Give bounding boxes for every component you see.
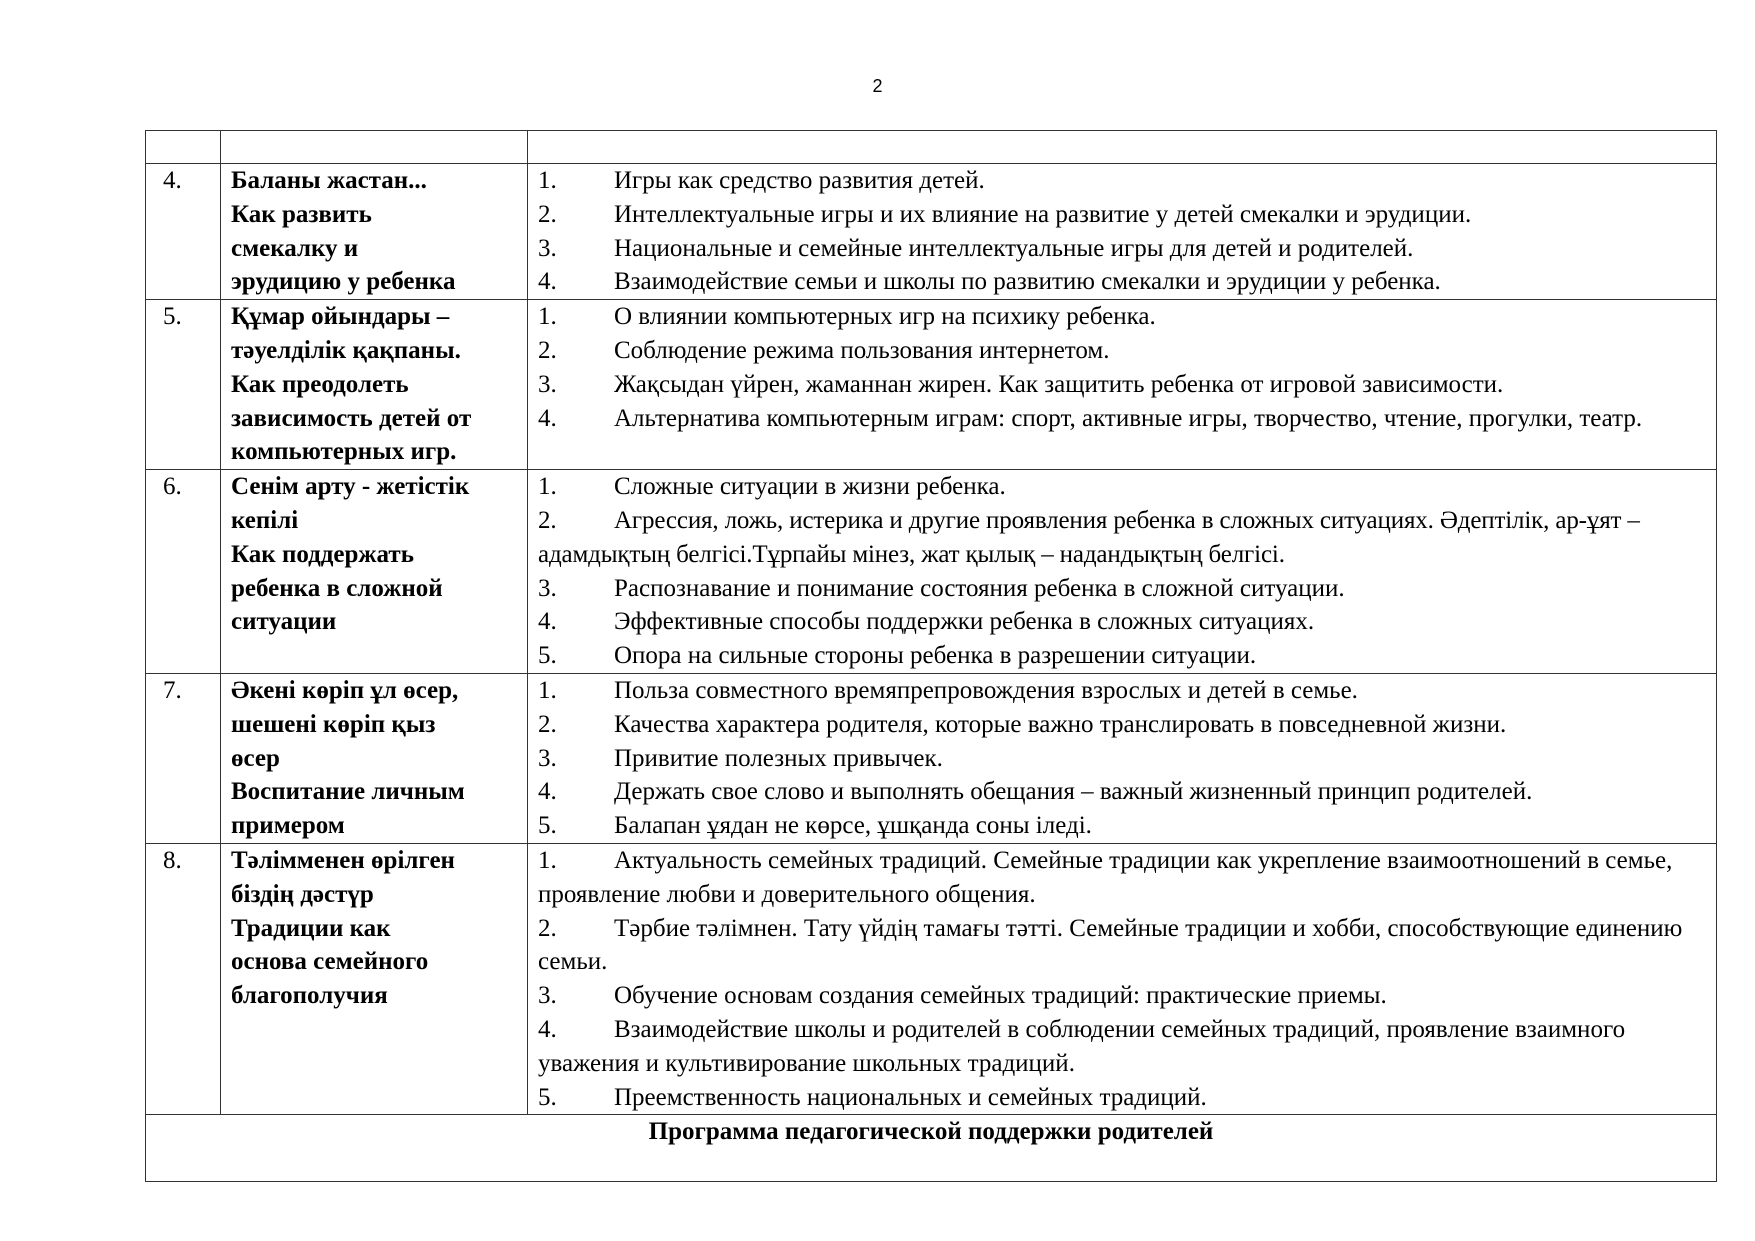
list-item — [538, 572, 1708, 606]
item-text: Привитие полезных привычек. — [614, 744, 943, 772]
list-item — [538, 912, 1708, 980]
table-header-row — [146, 131, 1717, 164]
title-line: ситуации — [231, 608, 337, 636]
list-item — [538, 979, 1708, 1013]
item-number: 3. — [538, 370, 557, 398]
item-number: 5. — [538, 812, 557, 840]
table-row — [146, 470, 1717, 674]
item-number: 3. — [538, 744, 557, 772]
title-line: шешені көріп қыз — [231, 710, 436, 738]
item-number: 1. — [538, 303, 557, 331]
list-item — [538, 334, 1708, 368]
item-text: Агрессия, ложь, истерика и другие проявления ребенка в сложных ситуациях. Әдептілік, ар-ұят – адамдықтың белгісі.Тұрпайы мінез, жат қылық – надандықтың белгісі. — [538, 506, 1640, 568]
title-line: Әкені көріп ұл өсер, — [231, 676, 459, 704]
title-line: Баланы жастан... — [231, 167, 427, 194]
row-title — [221, 300, 528, 470]
row-number: 4. — [146, 164, 221, 300]
row-number: 7. — [146, 673, 221, 843]
row-items — [528, 300, 1717, 470]
item-text: Соблюдение режима пользования интернетом. — [614, 336, 1110, 364]
title-line: Как преодолеть — [231, 370, 409, 398]
item-text: Распознавание и понимание состояния ребенка в сложной ситуации. — [614, 574, 1345, 602]
title-line: кепілі — [231, 506, 299, 534]
row-title — [221, 470, 528, 674]
item-number: 2. — [538, 200, 557, 228]
item-number: 5. — [538, 642, 557, 670]
item-text: О влиянии компьютерных игр на психику ребенка. — [614, 303, 1156, 331]
title-line: біздің дәстүр — [231, 880, 374, 908]
item-text: Преемственность национальных и семейных традиций. — [614, 1083, 1207, 1111]
item-number: 3. — [538, 982, 557, 1010]
item-number: 4. — [538, 268, 557, 296]
item-text: Альтернатива компьютерным играм: спорт, активные игры, творчество, чтение, прогулки, театр. — [614, 404, 1643, 432]
row-items — [528, 673, 1717, 843]
item-number: 4. — [538, 1015, 557, 1043]
item-number: 4. — [538, 404, 557, 432]
list-item — [538, 674, 1708, 708]
list-item — [538, 1081, 1708, 1115]
header-cell-title — [221, 131, 528, 164]
row-number: 5. — [146, 300, 221, 470]
list-item — [538, 198, 1708, 232]
list-item — [538, 402, 1708, 436]
item-text: Игры как средство развития детей. — [614, 167, 985, 194]
row-title — [221, 843, 528, 1114]
title-line: Как поддержать — [231, 540, 414, 568]
topics-table — [145, 130, 1717, 1182]
list-item — [538, 368, 1708, 402]
row-number: 8. — [146, 843, 221, 1114]
item-text: Держать свое слово и выполнять обещания – важный жизненный принцип родителей. — [614, 778, 1533, 806]
list-item — [538, 300, 1708, 334]
item-text: Взаимодействие школы и родителей в соблюдении семейных традиций, проявление взаимного уважения и культивирование школьных традиций. — [538, 1015, 1626, 1077]
list-item — [538, 265, 1708, 299]
list-item — [538, 504, 1708, 572]
title-line: примером — [231, 812, 345, 840]
list-item — [538, 232, 1708, 266]
list-item — [538, 470, 1708, 504]
item-text: Качества характера родителя, которые важно транслировать в повседневной жизни. — [614, 710, 1507, 738]
title-line: зависимость детей от — [231, 404, 472, 432]
item-number: 4. — [538, 778, 557, 806]
title-line: ребенка в сложной — [231, 574, 443, 602]
item-text: Взаимодействие семьи и школы по развитию смекалки и эрудиции у ребенка. — [614, 268, 1441, 296]
title-line: Традиции как — [231, 914, 391, 942]
item-number: 1. — [538, 846, 557, 874]
item-number: 2. — [538, 710, 557, 738]
table-row — [146, 164, 1717, 300]
title-line: эрудицию у ребенка — [231, 268, 456, 296]
item-text: Жақсыдан үйрен, жаманнан жирен. Как защитить ребенка от игровой зависимости. — [614, 370, 1504, 398]
title-line: Тәлімменен өрілген — [231, 846, 455, 874]
table-row — [146, 843, 1717, 1114]
list-item — [538, 164, 1708, 198]
header-cell-num — [146, 131, 221, 164]
item-number: 5. — [538, 1083, 557, 1111]
item-number: 1. — [538, 473, 557, 501]
title-line: благополучия — [231, 982, 388, 1010]
item-text: Сложные ситуации в жизни ребенка. — [614, 473, 1006, 501]
item-number: 2. — [538, 506, 557, 534]
title-line: Как развить — [231, 200, 372, 228]
item-text: Национальные и семейные интеллектуальные игры для детей и родителей. — [614, 234, 1414, 262]
list-item — [538, 775, 1708, 809]
page-number: 2 — [872, 76, 883, 96]
item-number: 3. — [538, 574, 557, 602]
title-line: смекалку и — [231, 234, 359, 262]
item-number: 1. — [538, 676, 557, 704]
item-number: 2. — [538, 336, 557, 364]
item-text: Обучение основам создания семейных традиций: практические приемы. — [614, 982, 1387, 1010]
row-items — [528, 470, 1717, 674]
title-line: өсер — [231, 744, 280, 772]
row-items — [528, 164, 1717, 300]
table-row — [146, 673, 1717, 843]
list-item — [538, 1013, 1708, 1081]
row-title — [221, 164, 528, 300]
title-line: Воспитание личным — [231, 778, 465, 806]
item-number: 2. — [538, 914, 557, 942]
title-line: Құмар ойындары – — [231, 303, 450, 331]
item-text: Опора на сильные стороны ребенка в разрешении ситуации. — [614, 642, 1257, 670]
title-line: тәуелділік қақпаны. — [231, 336, 461, 364]
row-number: 6. — [146, 470, 221, 674]
item-number: 1. — [538, 167, 557, 194]
item-text: Тәрбие тәлімнен. Тату үйдің тамағы тәтті. Семейные традиции и хобби, способствующие единению семьи. — [538, 914, 1683, 976]
title-line: основа семейного — [231, 948, 429, 976]
list-item — [538, 639, 1708, 673]
table-footer-row — [146, 1115, 1717, 1182]
list-item — [538, 742, 1708, 776]
list-item — [538, 809, 1708, 843]
row-title — [221, 673, 528, 843]
program-title: Программа педагогической поддержки родителей — [146, 1115, 1717, 1182]
list-item — [538, 708, 1708, 742]
item-text: Интеллектуальные игры и их влияние на развитие у детей смекалки и эрудиции. — [614, 200, 1472, 228]
item-number: 3. — [538, 234, 557, 262]
list-item — [538, 605, 1708, 639]
title-line: компьютерных игр. — [231, 438, 457, 466]
row-items — [528, 843, 1717, 1114]
table-row — [146, 300, 1717, 470]
list-item — [538, 844, 1708, 912]
item-number: 4. — [538, 608, 557, 636]
item-text: Эффективные способы поддержки ребенка в сложных ситуациях. — [614, 608, 1315, 636]
title-line: Сенім арту - жетістік — [231, 473, 470, 501]
header-cell-items — [528, 131, 1717, 164]
item-text: Актуальность семейных традиций. Семейные традиции как укрепление взаимоотношений в семье, проявление любви и доверительного общения. — [538, 846, 1673, 908]
item-text: Балапан ұядан не көрсе, ұшқанда соны іледі. — [614, 812, 1092, 840]
item-text: Польза совместного времяпрепровождения взрослых и детей в семье. — [614, 676, 1358, 704]
